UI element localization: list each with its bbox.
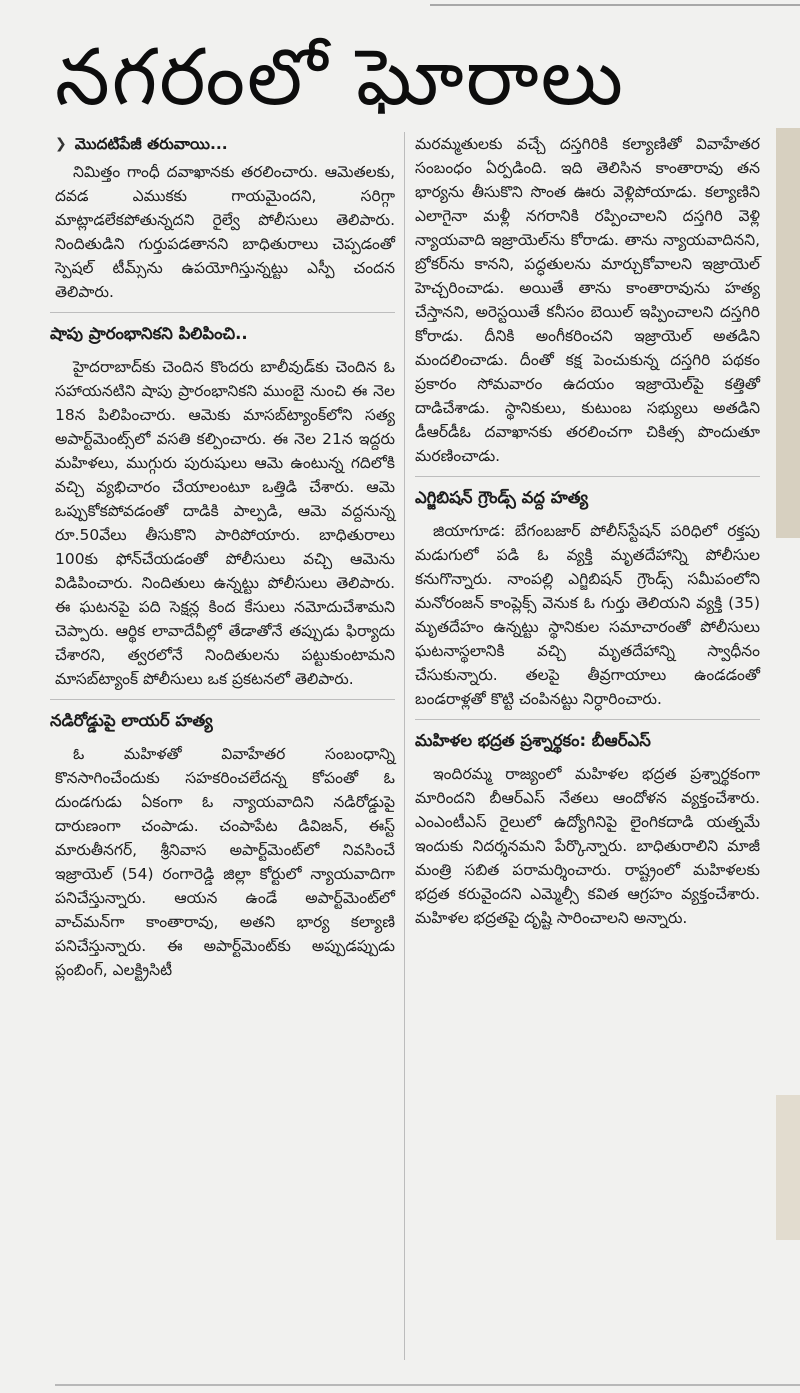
lawyer-heading: నడిరోడ్డుపై లాయర్ హత్య [50,699,395,736]
bottom-rule [55,1384,800,1386]
lawyer-continued-paragraph: మరమ్మతులకు వచ్చే దస్తగిరికి కల్యాణితో వివాహేతర సంబంధం ఏర్పడింది. ఇది తెలిసిన కాంతారావు తన భార్యను తీసుకొని సొంత ఊరు వెళ్లిపోయాడు. కల్యాణిని ఎలాగైనా మళ్లీ నగరానికి రప్పించాలని దస్తగిరి వెళ్లి న్యాయవాది ఇజ్రాయెల్‌ను కోరాడు. తాను న్యాయవాదినని, బ్రోకర్‌ను కానని, పద్ధతులను మార్చుకోవాలని ఇజ్రాయెల్ హెచ్చరించాడు. అయితే తాను కాంతారావును హత్య చేస్తానని, అరెస్టయితే కనీసం బెయిల్ ఇప్పించాలని దస్తగిరి కోరాడు. దీనికి అంగీకరించని ఇజ్రాయెల్ అతడిని మందలించాడు. దీంతో కక్ష పెంచుకున్న దస్తగిరి పథకం ప్రకారం సోమవారం ఉదయం ఇజ్రాయెల్‌పై కత్తితో దాడిచేశాడు. స్థానికులు, కుటుంబ సభ్యులు అతడిని డీఆర్‌డీఓ దవాఖానకు తరలించగా చికిత్స పొందుతూ మరణించాడు. [415,135,760,465]
shop-heading: షాపు ప్రారంభానికని పిలిపించి.. [50,312,395,349]
intro-paragraph: నిమిత్తం గాంధీ దవాఖానకు తరలించారు. ఆమెతలకు, దవడ ఎముకకు గాయమైందని, సరిగ్గా మాట్లాడలేకపోతున్నదని రైల్వే పోలీసులు తెలిపారు. నిందితుడిని గుర్తుపడతానని బాధితురాలు చెప్పడంతో స్పెషల్ టీమ్స్‌ను ఉపయోగిస్తున్నట్టు ఎస్పీ చందన తెలిపారు. [55,163,395,301]
adjacent-article-edge-lower [776,1095,800,1240]
women-safety-paragraph: ఇందిరమ్మ రాజ్యంలో మహిళల భద్రత ప్రశ్నార్థకంగా మారిందని బీఆర్‌ఎస్ నేతలు ఆందోళన వ్యక్తంచేశారు. ఎంఎంటీఎస్ రైలులో ఉద్యోగినిపై లైంగికదాడి యత్నమే ఇందుకు నిదర్శనమని పేర్కొన్నారు. బాధితురాలిని మాజీ మంత్రి సబిత పరామర్శించారు. రాష్ట్రంలో మహిళలకు భద్రత కరువైందని ఎమ్మెల్సీ కవిత ఆగ్రహం వ్యక్తంచేశారు. మహిళల భద్రతపై దృష్టి సారించాలని అన్నారు. [415,765,760,927]
lawyer-paragraph: ఓ మహిళతో వివాహేతర సంబంధాన్ని కొనసాగించేందుకు సహకరించలేదన్న కోపంతో ఓ దుండగుడు ఏకంగా ఓ న్యాయవాదిని నడిరోడ్డుపై దారుణంగా చంపాడు. చంపాపేట డివిజన్, ఈస్ట్ మారుతీనగర్, శ్రీనివాస అపార్ట్‌మెంట్‌లో నివసించే ఇజ్రాయెల్ (54) రంగారెడ్డి జిల్లా కోర్టులో న్యాయవాదిగా పనిచేస్తున్నారు. ఆయన ఉండే అపార్ట్‌మెంట్‌లో వాచ్‌మన్‌గా కాంతారావు, అతని భార్య కల్యాణి పనిచేస్తున్నారు. ఈ అపార్ట్‌మెంట్‌కు అప్పుడప్పుడు ప్లంబింగ్, ఎలక్ట్రిసిటీ [55,745,395,979]
column-divider [404,132,405,1360]
continuation-line [55,132,395,156]
headline: నగరంలో ఘోరాలు [55,33,626,123]
adjacent-article-edge [776,128,800,538]
chevron-right-icon: ❯ [55,136,67,152]
continuation-label: మొదటిపేజీ తరువాయి... [74,135,228,153]
exhibition-heading: ఎగ్జిబిషన్ గ్రౌండ్స్ వద్ద హత్య [415,476,760,513]
shop-paragraph: హైదరాబాద్‌కు చెందిన కొందరు బాలీవుడ్‌కు చెందిన ఓ సహాయనటిని షాపు ప్రారంభానికని ముంబై నుంచి ఈ నెల 18న పిలిపించారు. ఆమెకు మాసబ్‌ట్యాంక్‌లోని సత్య అపార్ట్‌మెంట్స్‌లో వసతి కల్పించారు. ఈ నెల 21న ఇద్దరు మహిళలు, ముగ్గురు పురుషులు ఆమె ఉంటున్న గదిలోకి వచ్చి వ్యభిచారం చేయాలంటూ ఒత్తిడి చేశారు. ఆమె ఒప్పుకోకపోవడంతో దాడికి పాల్పడి, ఆమె వద్దనున్న రూ.50వేలు తీసుకొని పారిపోయారు. బాధితురాలు 100కు ఫోన్‌చేయడంతో పోలీసులు వచ్చి ఆమెను విడిపించారు. నిందితులు ఉన్నట్టు పోలీసులు తెలిపారు. ఈ ఘటనపై పది సెక్షన్ల కింద కేసులు నమోదుచేశామని చెప్పారు. ఆర్థిక లావాదేవీల్లో తేడాతోనే తప్పుడు ఫిర్యాదు చేశారని, త్వరలోనే నిందితులను పట్టుకుంటామని మాసబ్‌ట్యాంక్ పోలీసులు ఒక ప్రకటనలో తెలిపారు. [55,358,395,688]
women-safety-heading: మహిళల భద్రత ప్రశ్నార్థకం: బీఆర్‌ఎస్ [415,719,760,756]
column-right [415,132,760,930]
column-left [50,132,395,982]
top-rule [430,4,800,6]
exhibition-paragraph: జియాగూడ: బేగంబజార్ పోలీస్‌స్టేషన్ పరిధిలో రక్తపు మడుగులో పడి ఓ వ్యక్తి మృతదేహాన్ని పోలీసుల కనుగొన్నారు. నాంపల్లి ఎగ్జిబిషన్ గ్రౌండ్స్ సమీపంలోని మనోరంజన్ కాంప్లెక్స్ వెనుక ఓ గుర్తు తెలియని వ్యక్తి (35) మృతదేహం ఉన్నట్టు స్థానికుల సమాచారంతో పోలీసులు ఘటనాస్థలానికి వచ్చి మృతదేహాన్ని స్వాధీనం చేసుకున్నారు. తలపై తీవ్రగాయాలు ఉండడంతో బండరాళ్లతో కొట్టి చంపినట్టు నిర్ధారించారు. [415,522,760,708]
